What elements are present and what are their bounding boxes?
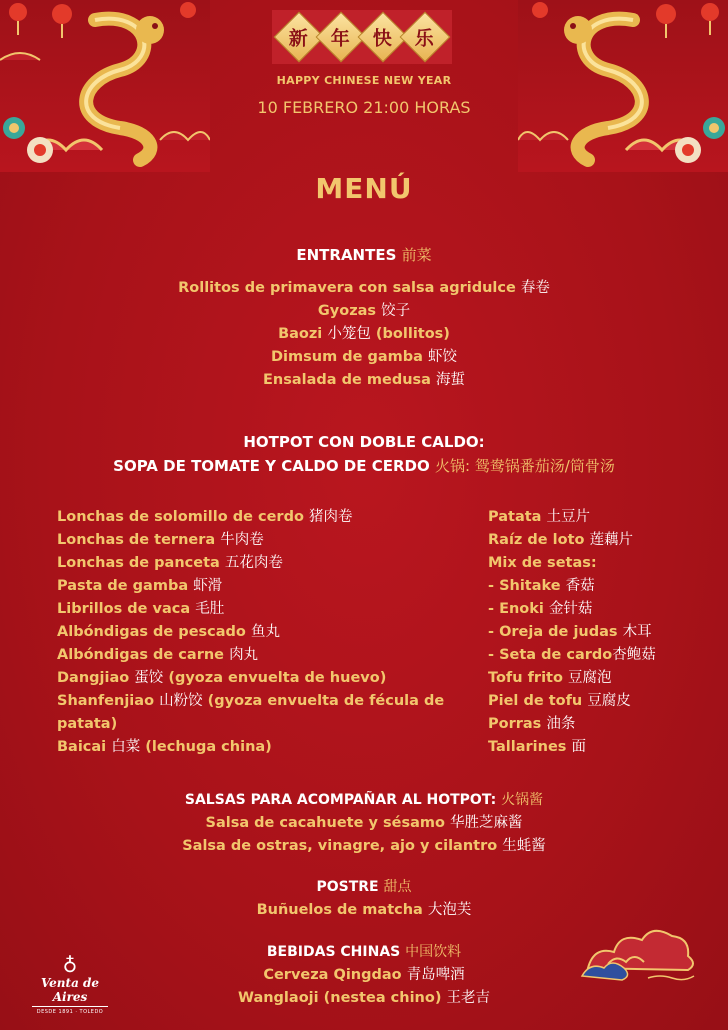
menu-item: Raíz de loto 莲藕片 <box>488 532 634 548</box>
menu-item: - Seta de cardo杏鲍菇 <box>488 647 656 663</box>
menu-item: Ensalada de medusa 海蜇 <box>263 372 465 388</box>
menu-item: Rollitos de primavera con salsa agridulce 春卷 <box>178 280 550 296</box>
section-heading: POSTRE 甜点 <box>316 879 412 895</box>
menu-item: Mix de setas: <box>488 555 597 571</box>
menu-item: Wanglaoji (nestea chino) 王老吉 <box>237 990 491 1006</box>
menu-item: Lonchas de solomillo de cerdo 猪肉卷 <box>57 509 353 525</box>
menu-item: Salsa de cacahuete y sésamo 华胜芝麻酱 <box>205 815 523 831</box>
banner-diamond: 新 <box>274 12 325 63</box>
entrantes-section <box>0 243 728 392</box>
cloud-decoration <box>578 918 698 984</box>
menu-item: Lonchas de ternera 牛肉卷 <box>57 532 264 548</box>
hotpot-left-column <box>57 506 467 759</box>
banner-diamond: 快 <box>358 12 409 63</box>
menu-item: Salsa de ostras, vinagre, ajo y cilantro 生蚝酱 <box>182 838 546 854</box>
menu-item: Porras 油条 <box>488 716 576 732</box>
section-heading: BEBIDAS CHINAS 中国饮料 <box>266 944 462 960</box>
menu-item: Shanfenjiao 山粉饺 (gyoza envuelta de fécula de <box>57 693 445 709</box>
event-date: 10 FEBRERO 21:00 HORAS <box>257 98 471 117</box>
menu-item: Tallarines 面 <box>488 739 587 755</box>
menu-item: Albóndigas de pescado 鱼丸 <box>57 624 280 640</box>
menu-item: Dangjiao 蛋饺 (gyoza envuelta de huevo) <box>57 670 387 686</box>
menu-title: MENÚ <box>315 172 413 205</box>
new-year-banner <box>272 10 452 64</box>
menu-item: - Shitake 香菇 <box>488 578 595 594</box>
menu-item: Baozi 小笼包 (bollitos) <box>278 326 450 342</box>
menu-item: Cerveza Qingdao 青岛啤酒 <box>263 967 465 983</box>
hotpot-heading: HOTPOT CON DOBLE CALDO: SOPA DE TOMATE Y CALDO DE CERDO 火锅: 鸳鸯锅番茄汤/筒骨汤 <box>113 433 615 475</box>
menu-item: Lonchas de panceta 五花肉卷 <box>57 555 283 571</box>
menu-item: - Enoki 金针菇 <box>488 601 593 617</box>
menu-item: patata) <box>57 716 118 732</box>
menu-item: Gyozas 饺子 <box>317 303 411 319</box>
menu-item: Dimsum de gamba 虾饺 <box>271 349 457 365</box>
menu-item: Librillos de vaca 毛肚 <box>57 601 225 617</box>
hotpot-right-column <box>488 506 708 759</box>
restaurant-logo: ♁ Venta de Aires DESDE 1891 · TOLEDO <box>22 954 118 1015</box>
menu-item: - Oreja de judas 木耳 <box>488 624 652 640</box>
menu-item: Tofu frito 豆腐泡 <box>488 670 612 686</box>
menu-item: Piel de tofu 豆腐皮 <box>488 693 631 709</box>
salsas-section <box>0 788 728 858</box>
logo-emblem-icon: ♁ <box>62 953 78 977</box>
menu-item: Baicai 白菜 (lechuga china) <box>57 739 272 755</box>
menu-item: Albóndigas de carne 肉丸 <box>57 647 259 663</box>
banner-diamond: 乐 <box>400 12 451 63</box>
greeting-text: HAPPY CHINESE NEW YEAR <box>276 74 452 87</box>
section-heading: ENTRANTES 前菜 <box>296 246 432 264</box>
postre-section <box>0 875 728 922</box>
menu-item: Pasta de gamba 虾滑 <box>57 578 223 594</box>
section-heading: SALSAS PARA ACOMPAÑAR AL HOTPOT: 火锅酱 <box>184 792 544 808</box>
menu-item: Patata 土豆片 <box>488 509 591 525</box>
banner-diamond: 年 <box>316 12 367 63</box>
menu-item: Buñuelos de matcha 大泡芙 <box>256 902 472 918</box>
